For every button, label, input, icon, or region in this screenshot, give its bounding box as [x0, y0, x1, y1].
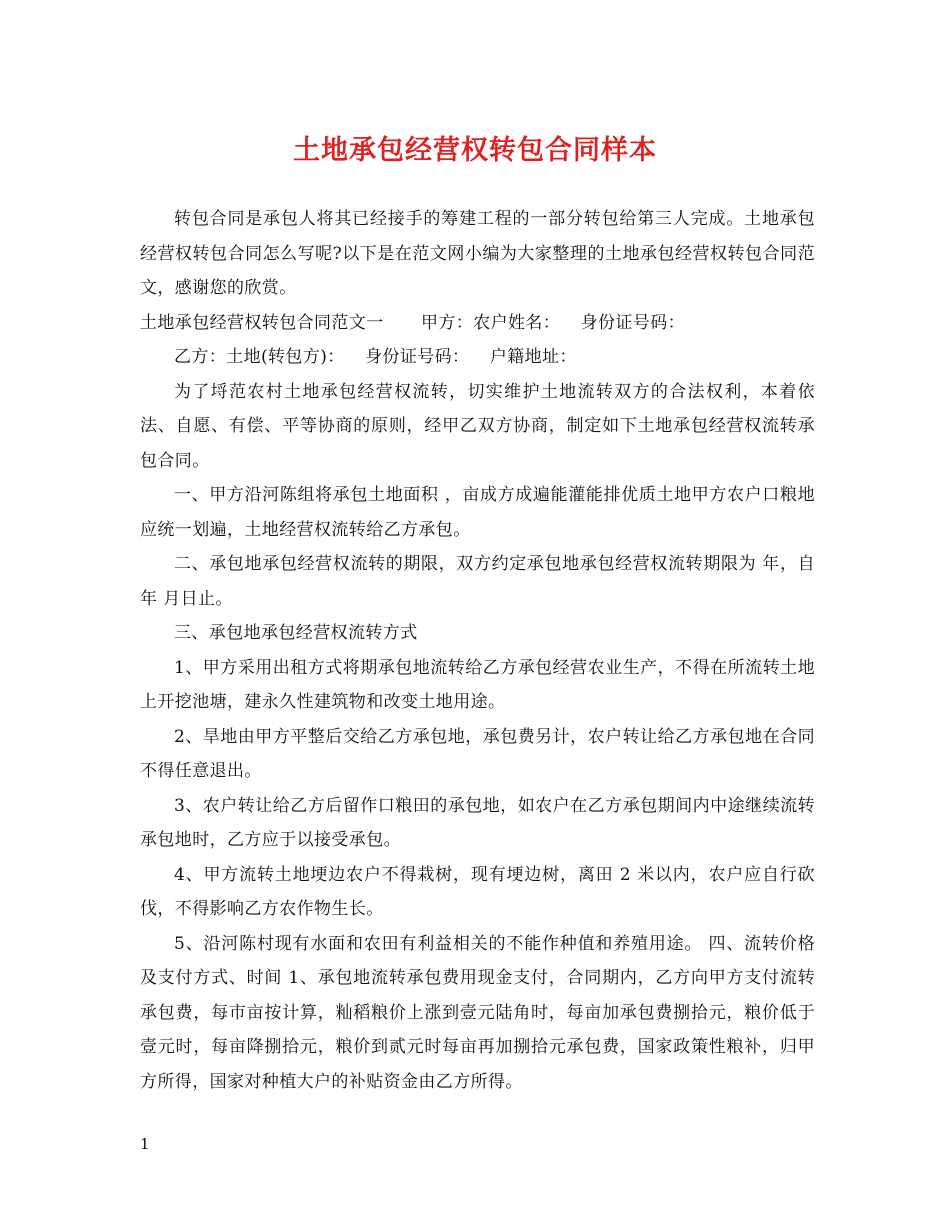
party-b-label: 乙方：土地(转包方)： — [174, 347, 345, 367]
page-title: 土地承包经营权转包合同样本 — [293, 135, 657, 166]
contract-sample-label: 土地承包经营权转包合同范文一 — [140, 312, 384, 333]
clause-3-item-3: 3、农户转让给乙方后留作口粮田的承包地，如农户在乙方承包期间内中途继续流转承包地时，乙方应于以接受承包。 — [140, 795, 815, 850]
intro-paragraph: 转包合同是承包人将其已经接手的筹建工程的一部分转包给第三人完成。土地承包经营权转包合同怎么写呢?以下是在范文网小编为大家整理的土地承包经营权转包合同范文，感谢您的欣赏。 — [140, 209, 815, 298]
clause-3-item-2: 2、旱地由甲方平整后交给乙方承包地，承包费另计，农户转让给乙方承包地在合同不得任意退出。 — [140, 726, 815, 781]
party-a-id-label: 身份证号码： — [580, 312, 685, 333]
party-b-address-label: 户籍地址： — [489, 347, 577, 367]
preamble-paragraph: 为了埒范农村土地承包经营权流转，切实维护土地流转双方的合法权利，本着依法、自愿、有偿、平等协商的原则，经甲乙双方协商，制定如下土地承包经营权流转承包合同。 — [140, 381, 815, 471]
clause-3-heading: 三、承包地承包经营权流转方式 — [174, 623, 418, 643]
party-b-line — [140, 340, 815, 375]
party-b-id-label: 身份证号码： — [365, 347, 470, 367]
party-a-label: 甲方：农户姓名： — [421, 312, 561, 333]
clause-3-item-4: 4、甲方流转土地埂边农户不得栽树，现有埂边树，离田 2 米以内，农户应自行砍伐，不得影响乙方农作物生长。 — [140, 864, 815, 919]
clause-2-paragraph: 二、承包地承包经营权流转的期限，双方约定承包地承包经营权流转期限为 年，自 年 月日止。 — [140, 554, 815, 609]
clause-3-item-5: 5、沿河陈村现有水面和农田有利益相关的不能作种值和养殖用途。 四、流转价格及支付方式、时间 1、承包地流转承包费用现金支付，合同期内，乙方向甲方支付流转承包费，每市亩按计算，籼稻粮价上涨到壹元陆角时，每亩加承包费捌拾元，粮价低于壹元时，每亩降捌拾元，粮价到贰元时每亩再加捌拾元承包费，国家政策性粮补，归甲方所得，国家对种植大户的补贴资金由乙方所得。 — [140, 933, 815, 1092]
document-body — [140, 202, 815, 1099]
clause-1-paragraph: 一、甲方沿河陈组将承包土地面积 ，亩成方成遍能灌能排优质土地甲方农户口粮地应统一划遍，土地经营权流转给乙方承包。 — [140, 485, 815, 540]
page-number: 1 — [140, 1135, 150, 1153]
clause-3-item-1: 1、甲方采用出租方式将期承包地流转给乙方承包经营农业生产，不得在所流转土地上开挖池塘，建永久性建筑物和改变土地用途。 — [140, 657, 815, 712]
contract-header-line — [140, 306, 815, 341]
